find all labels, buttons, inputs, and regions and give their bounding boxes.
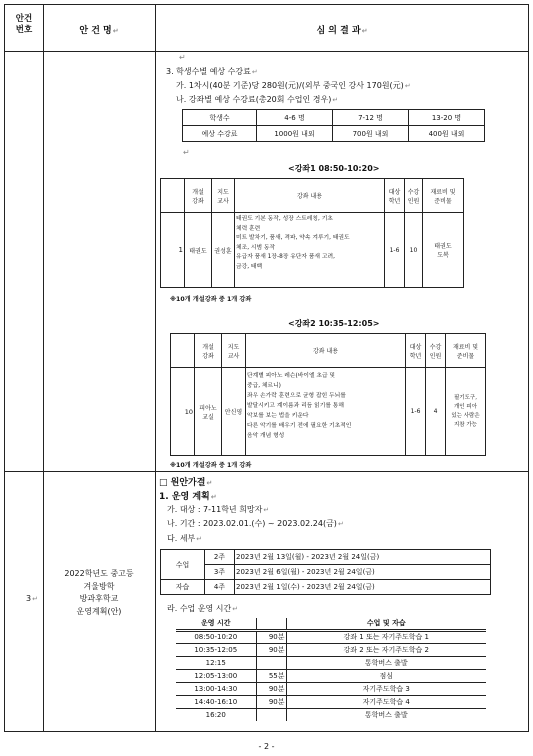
course1-table <box>160 178 464 288</box>
course-col-header: 대상 학년 <box>385 179 405 213</box>
schedule-type: 수업 <box>161 550 205 580</box>
schedule-weeks: 2주 <box>205 550 235 565</box>
times-duration <box>256 656 286 669</box>
times-col-header <box>256 618 286 630</box>
schedule-dates: 2023년 2월 13일(월) - 2023년 2월 24일(금) <box>235 550 491 565</box>
times-activity: 자기주도학습 3 <box>286 682 486 695</box>
fee-value: 700원 내외 <box>333 126 409 142</box>
course-col-header: 개설 강좌 <box>195 334 222 368</box>
course-col-header: 지도 교사 <box>222 334 246 368</box>
fee-header: 7-12 명 <box>333 110 409 126</box>
times-col-header: 수업 및 자습 <box>286 618 486 630</box>
times-activity: 점심 <box>286 669 486 682</box>
plan-period: 나. 기간 : 2023.02.01.(수) ~ 2023.02.24(금)↵ <box>167 519 344 528</box>
header-no: 안건 번호 <box>15 14 33 35</box>
course-content: 단계별 피아노 레슨(바이엘 초급 및 중급, 체르니) 좌우 손가락 훈련으로 균형 잡힌 두뇌를 발달시키고 계이름과 리듬 읽기를 통해 악보를 보는 법을 키운다 다른 악기를 배우기 전에 필요한 기초적인 음악 개념 형성 <box>246 368 406 456</box>
fees-line-ga: 가. 1차시(40분 기준)당 280원(元)/(외부 중국인 강사 170원(元)↵ <box>176 81 411 90</box>
course-name: 태권도 <box>185 213 212 288</box>
times-col-header: 운영 시간 <box>176 618 256 630</box>
times-time: 14:40-16:10 <box>176 695 256 708</box>
times-time: 08:50-10:20 <box>176 630 256 643</box>
times-time: 12:15 <box>176 656 256 669</box>
times-time: 10:35-12:05 <box>176 643 256 656</box>
course1-title: <강좌1 08:50-10:20> <box>288 164 380 173</box>
fees-heading: 3. 학생수별 예상 수강료↵ <box>166 67 258 76</box>
course-materials: 태권도 도복 <box>423 213 464 288</box>
course-col-header <box>171 334 195 368</box>
original-approval: □ 원안가결↵ <box>159 478 213 488</box>
times-activity: 강좌 1 또는 자기주도학습 1 <box>286 630 486 643</box>
fees-line-na: 나. 강좌별 예상 수강료(총20회 수업인 경우)↵ <box>176 95 339 104</box>
times-table <box>176 618 486 721</box>
times-duration: 55분 <box>256 669 286 682</box>
schedule-dates: 2023년 2월 6일(월) - 2023년 2월 24일(금) <box>235 565 491 580</box>
times-activity: 자기주도학습 4 <box>286 695 486 708</box>
course1-note: ※10개 개설강좌 중 1개 강좌 <box>170 296 252 303</box>
header-result: 심 의 결 과↵ <box>316 26 368 36</box>
course-name: 피아노 교실 <box>195 368 222 456</box>
times-duration <box>256 708 286 721</box>
course-content: 태권도 기본 동작, 성장 스트레칭, 기초 체력 훈련 미트 발차기, 품새, 격파, 약속 겨루기, 태권도 체조, 시범 동작 유급자 품새 1장-8장 유단자 품새 고려, 금강, 태백 <box>235 213 385 288</box>
course-col-header: 강좌 내용 <box>246 334 406 368</box>
course-col-header <box>161 179 185 213</box>
times-activity: 통학버스 출발 <box>286 708 486 721</box>
fee-header: 학생수 <box>183 110 257 126</box>
col-divider <box>155 5 156 731</box>
course-no: 1 <box>161 213 185 288</box>
agenda-name: 2022학년도 중고등 겨울방학 방과후학교 운영계획(안) <box>64 569 134 616</box>
page-number: - 2 - <box>258 742 275 751</box>
return-mark: ↵ <box>183 148 190 157</box>
course-count: 4 <box>426 368 446 456</box>
course-count: 10 <box>405 213 423 288</box>
course-materials: 필기도구, 개인 피아 있는 사람은 지참 가능 <box>446 368 486 456</box>
course-grade: 1-6 <box>406 368 426 456</box>
plan-detail: 다. 세부↵ <box>167 534 203 543</box>
course-col-header: 지도 교사 <box>212 179 235 213</box>
course2-title: <강좌2 10:35-12:05> <box>288 319 380 328</box>
header-divider <box>5 51 528 52</box>
course-teacher: 안신영 <box>222 368 246 456</box>
row-divider <box>5 471 528 472</box>
schedule-dates: 2023년 2월 1일(수) - 2023년 2월 24일(금) <box>235 580 491 595</box>
course-col-header: 대상 학년 <box>406 334 426 368</box>
course-col-header: 재료비 및 준비물 <box>423 179 464 213</box>
course2-note: ※10개 개설강좌 중 1개 강좌 <box>170 462 252 469</box>
schedule-weeks: 4주 <box>205 580 235 595</box>
fee-value: 400원 내외 <box>409 126 485 142</box>
course-col-header: 수강 인원 <box>426 334 446 368</box>
col-divider <box>43 5 44 731</box>
fee-header: 4-6 명 <box>257 110 333 126</box>
fee-value: 1000원 내외 <box>257 126 333 142</box>
fee-table <box>182 109 485 142</box>
times-time: 16:20 <box>176 708 256 721</box>
times-heading: 라. 수업 운영 시간↵ <box>167 604 239 613</box>
times-duration: 90분 <box>256 630 286 643</box>
schedule-type: 자습 <box>161 580 205 595</box>
times-duration: 90분 <box>256 643 286 656</box>
times-duration: 90분 <box>256 695 286 708</box>
course-col-header: 강좌 내용 <box>235 179 385 213</box>
schedule-weeks: 3주 <box>205 565 235 580</box>
schedule-table <box>160 549 491 595</box>
times-activity: 강좌 2 또는 자기주도학습 2 <box>286 643 486 656</box>
times-time: 12:05-13:00 <box>176 669 256 682</box>
course2-table <box>170 333 486 456</box>
course-no: 10 <box>171 368 195 456</box>
course-col-header: 수강 인원 <box>405 179 423 213</box>
times-duration: 90분 <box>256 682 286 695</box>
course-grade: 1-6 <box>385 213 405 288</box>
course-teacher: 권성훈 <box>212 213 235 288</box>
times-time: 13:00-14:30 <box>176 682 256 695</box>
times-activity: 통학버스 출발 <box>286 656 486 669</box>
plan-target: 가. 대상 : 7-11학년 희망자↵ <box>167 505 270 514</box>
course-col-header: 개설 강좌 <box>185 179 212 213</box>
agenda-number: 3↵ <box>26 594 38 603</box>
course-col-header: 재료비 및 준비물 <box>446 334 486 368</box>
fee-header: 13-20 명 <box>409 110 485 126</box>
header-name: 안 건 명↵ <box>79 26 119 36</box>
plan-heading: 1. 운영 계획↵ <box>159 492 217 502</box>
return-mark: ↵ <box>179 53 186 62</box>
fee-row-label: 예상 수강료 <box>183 126 257 142</box>
